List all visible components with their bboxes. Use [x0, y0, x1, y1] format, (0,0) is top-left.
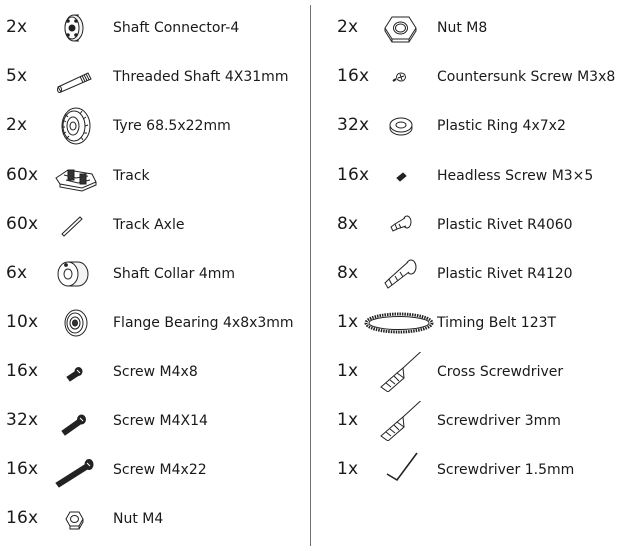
- part-quantity: 2x: [337, 17, 359, 37]
- part-name: Plastic Ring 4x7x2: [437, 118, 566, 134]
- part-quantity: 1x: [337, 410, 359, 430]
- nut-small-icon: [52, 499, 100, 539]
- part-quantity: 6x: [6, 263, 28, 283]
- part-row: [322, 156, 627, 196]
- part-name: Headless Screw M3×5: [437, 168, 594, 184]
- part-quantity: 2x: [6, 115, 28, 135]
- part-quantity: 10x: [6, 312, 39, 332]
- part-row: [322, 401, 627, 441]
- screw-short-icon: [52, 352, 100, 392]
- countersunk-screw-icon: [377, 57, 425, 97]
- plastic-rivet-long-icon: [377, 254, 425, 294]
- nut-large-icon: [377, 8, 425, 48]
- timing-belt-icon: [364, 303, 434, 343]
- screw-medium-icon: [52, 401, 100, 441]
- part-row: [0, 106, 310, 146]
- part-row: [322, 8, 627, 48]
- column-divider: [310, 5, 311, 546]
- part-name: Screw M4x22: [113, 462, 207, 478]
- part-quantity: 8x: [337, 214, 359, 234]
- part-row: [0, 450, 310, 490]
- part-name: Track: [113, 168, 150, 184]
- tyre-icon: [52, 106, 100, 146]
- part-name: Screwdriver 3mm: [437, 413, 561, 429]
- plastic-rivet-short-icon: [377, 205, 425, 245]
- part-name: Track Axle: [113, 217, 185, 233]
- headless-screw-icon: [377, 156, 425, 196]
- part-row: [322, 205, 627, 245]
- threaded-shaft-icon: [52, 57, 100, 97]
- screwdriver-icon: [377, 401, 425, 441]
- part-row: [322, 57, 627, 97]
- part-name: Nut M8: [437, 20, 488, 36]
- part-quantity: 1x: [337, 312, 359, 332]
- part-name: Screw M4x8: [113, 364, 198, 380]
- part-name: Tyre 68.5x22mm: [113, 118, 231, 134]
- part-quantity: 1x: [337, 459, 359, 479]
- part-name: Nut M4: [113, 511, 164, 527]
- part-quantity: 60x: [6, 165, 39, 185]
- part-quantity: 16x: [6, 508, 39, 528]
- part-row: [0, 8, 310, 48]
- flange-bearing-icon: [52, 303, 100, 343]
- part-row: [0, 156, 310, 196]
- part-name: Cross Screwdriver: [437, 364, 564, 380]
- track-icon: [52, 156, 100, 196]
- part-row: [0, 303, 310, 343]
- part-name: Threaded Shaft 4X31mm: [113, 69, 289, 85]
- part-row: [0, 352, 310, 392]
- part-row: [0, 401, 310, 441]
- part-row: [0, 57, 310, 97]
- part-name: Flange Bearing 4x8x3mm: [113, 315, 294, 331]
- part-row: [322, 450, 627, 490]
- part-row: [0, 499, 310, 539]
- part-row: [0, 205, 310, 245]
- part-row: [322, 352, 627, 392]
- cross-screwdriver-icon: [377, 352, 425, 392]
- part-row: [322, 254, 627, 294]
- part-quantity: 8x: [337, 263, 359, 283]
- part-quantity: 5x: [6, 66, 28, 86]
- part-name: Screwdriver 1.5mm: [437, 462, 575, 478]
- part-quantity: 32x: [6, 410, 39, 430]
- part-quantity: 2x: [6, 17, 28, 37]
- part-name: Timing Belt 123T: [437, 315, 557, 331]
- hex-key-icon: [377, 450, 425, 490]
- part-name: Shaft Collar 4mm: [113, 266, 236, 282]
- part-quantity: 16x: [6, 361, 39, 381]
- part-quantity: 32x: [337, 115, 370, 135]
- part-row: [0, 254, 310, 294]
- part-name: Plastic Rivet R4060: [437, 217, 573, 233]
- part-name: Screw M4X14: [113, 413, 208, 429]
- shaft-collar-icon: [52, 254, 100, 294]
- shaft-connector-icon: [52, 8, 100, 48]
- part-quantity: 1x: [337, 361, 359, 381]
- part-name: Countersunk Screw M3x8: [437, 69, 616, 85]
- screw-long-icon: [52, 450, 100, 490]
- part-row: [322, 106, 627, 146]
- part-row: [322, 303, 627, 343]
- track-axle-icon: [52, 205, 100, 245]
- part-name: Plastic Rivet R4120: [437, 266, 573, 282]
- part-quantity: 60x: [6, 214, 39, 234]
- part-quantity: 16x: [337, 66, 370, 86]
- plastic-ring-icon: [377, 106, 425, 146]
- part-name: Shaft Connector-4: [113, 20, 240, 36]
- part-quantity: 16x: [6, 459, 39, 479]
- part-quantity: 16x: [337, 165, 370, 185]
